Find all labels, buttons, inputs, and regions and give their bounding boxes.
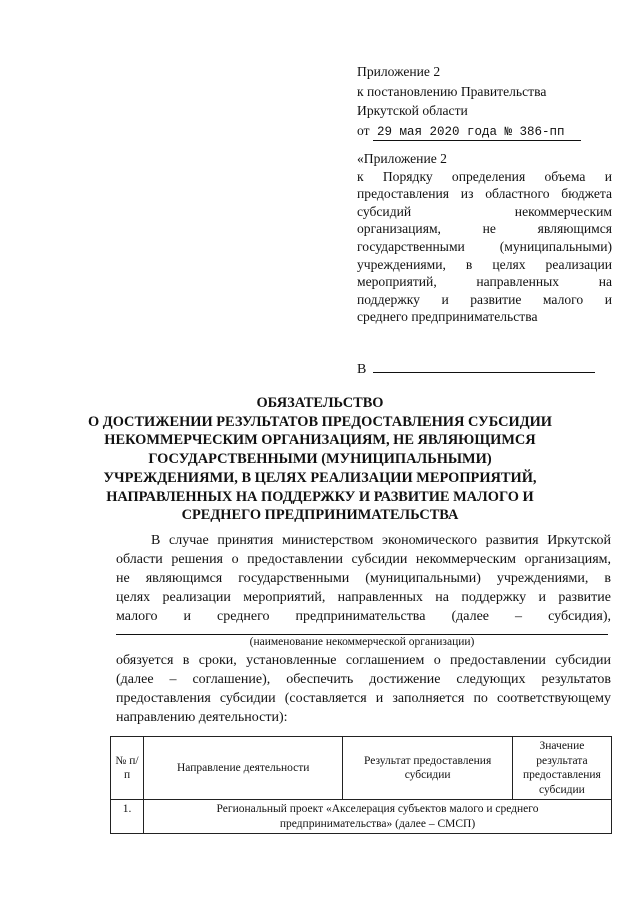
row-text: Региональный проект «Акселерация субъектов малого и среднего предпринимательства» (далее – СМСП) xyxy=(144,800,612,834)
table-row xyxy=(111,800,612,834)
appendix-line: государственными (муниципальными) xyxy=(357,238,612,254)
paragraph-line: целях реализации мероприятий, направленных на поддержку и развитие xyxy=(116,589,611,605)
header-line-1: Приложение 2 xyxy=(357,64,441,79)
paragraph-line: малого и среднего предпринимательства (далее – субсидия), xyxy=(116,608,611,624)
appendix-line: учреждениями, в целях реализации xyxy=(357,256,612,272)
appendix-line: к Порядку определения объема и xyxy=(357,168,612,184)
date-value: 29 мая 2020 года № 386-пп xyxy=(373,125,581,141)
title-line: УЧРЕЖДЕНИЯМИ, В ЦЕЛЯХ РЕАЛИЗАЦИИ МЕРОПРИЯТИЙ, xyxy=(103,469,537,486)
title-line: СРЕДНЕГО ПРЕДПРИНИМАТЕЛЬСТВА xyxy=(181,507,459,524)
paragraph-line: В случае принятия министерством экономического развития Иркутской xyxy=(151,533,611,548)
recipient-prefix: В xyxy=(357,362,367,377)
appendix-line: субсидий некоммерческим xyxy=(357,203,612,219)
row-num: 1. xyxy=(111,800,144,834)
paragraph-line: предоставления субсидии (составляется и заполняется по соответствующему xyxy=(116,690,611,706)
appendix-line: мероприятий, направленных на xyxy=(357,274,612,290)
appendix-header xyxy=(357,62,581,141)
org-name-caption: (наименование некоммерческой организации) xyxy=(249,636,475,648)
recipient-line xyxy=(357,358,595,378)
title-line: ОБЯЗАТЕЛЬСТВО xyxy=(256,395,384,411)
header-value: Значение результата предоставления субсидии xyxy=(512,737,611,800)
header-line-3: Иркутской области xyxy=(357,103,468,118)
header-line-2: к постановлению Правительства xyxy=(357,83,547,99)
paragraph-line: (далее – соглашение), обеспечить достижение следующих результатов xyxy=(116,671,611,687)
appendix-line: поддержку и развитие малого и xyxy=(357,291,612,307)
appendix-line: среднего предпринимательства xyxy=(357,309,538,325)
header-result: Результат предоставления субсидии xyxy=(343,737,512,800)
appendix-line: «Приложение 2 xyxy=(357,151,447,166)
results-table xyxy=(110,736,612,834)
title-line: НЕКОММЕРЧЕСКИМ ОРГАНИЗАЦИЯМ, НЕ ЯВЛЯЮЩИМСЯ xyxy=(104,432,536,449)
paragraph-line: не являющимся государственными (муниципальными) учреждениями, в xyxy=(116,570,611,586)
header-num: № п/п xyxy=(111,737,144,800)
org-name-blank xyxy=(116,634,608,635)
paragraph-intro xyxy=(116,532,611,627)
recipient-blank xyxy=(373,358,595,373)
table-header-row xyxy=(111,737,612,800)
date-prefix: от xyxy=(357,122,370,138)
appendix-procedure-reference xyxy=(357,150,612,326)
paragraph-obligation xyxy=(116,652,611,728)
document-title xyxy=(0,394,640,525)
paragraph-line: области решения о предоставлении субсидии некоммерческим организациям, xyxy=(116,551,611,567)
appendix-line: организациям, не являющимся xyxy=(357,221,612,237)
paragraph-line: направлению деятельности): xyxy=(116,709,288,725)
title-line: О ДОСТИЖЕНИИ РЕЗУЛЬТАТОВ ПРЕДОСТАВЛЕНИЯ СУБСИДИИ xyxy=(88,413,552,430)
title-line: НАПРАВЛЕННЫХ НА ПОДДЕРЖКУ И РАЗВИТИЕ МАЛОГО И xyxy=(106,488,534,505)
header-direction: Направление деятельности xyxy=(144,737,343,800)
header-date-line xyxy=(357,121,581,141)
appendix-line: предоставления из областного бюджета xyxy=(357,186,612,202)
title-line: ГОСУДАРСТВЕННЫМИ (МУНИЦИПАЛЬНЫМИ) xyxy=(148,451,492,468)
paragraph-line: обязуется в сроки, установленные соглашением о предоставлении субсидии xyxy=(116,653,611,668)
